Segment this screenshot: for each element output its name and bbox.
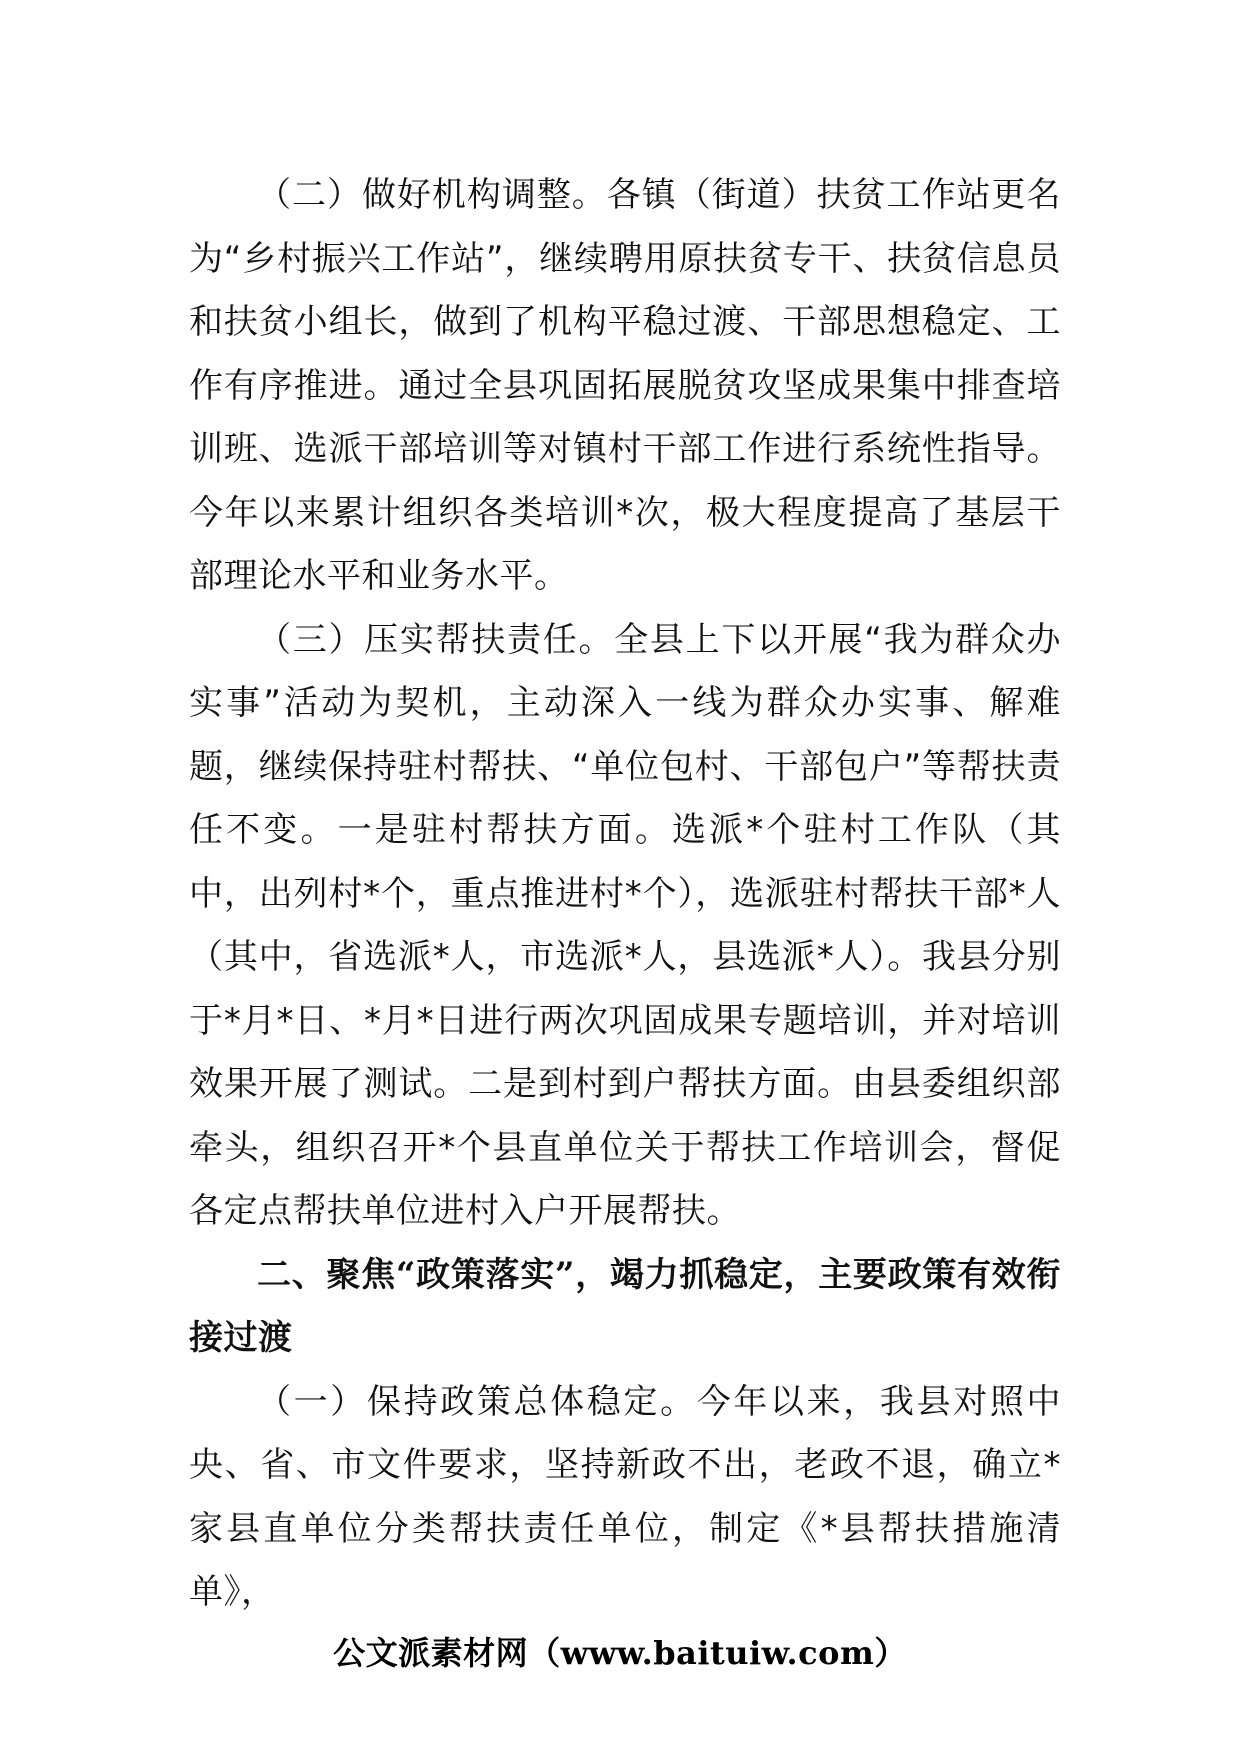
document-body [189,164,1061,1625]
paragraph-assistance-responsibility: （三）压实帮扶责任。全县上下以开展“我为群众办实事”活动为契机，主动深入一线为群众办实事、解难题，继续保持驻村帮扶、“单位包村、干部包户”等帮扶责任不变。一是驻村帮扶方面。选派*个驻村工作队（其中，出列村*个，重点推进村*个），选派驻村帮扶干部*人（其中，省选派*人，市选派*人，县选派*人）。我县分别于*月*日、*月*日进行两次巩固成果专题培训，并对培训效果开展了测试。二是到村到户帮扶方面。由县委组织部牵头，组织召开*个县直单位关于帮扶工作培训会，督促各定点帮扶单位进村入户开展帮扶。 [189,619,1061,1231]
paragraph-institution-adjustment: （二）做好机构调整。各镇（街道）扶贫工作站更名为“乡村振兴工作站”，继续聘用原扶贫专干、扶贫信息员和扶贫小组长，做到了机构平稳过渡、干部思想稳定、工作有序推进。通过全县巩固拓展脱贫攻坚成果集中排查培训班、选派干部培训等对镇村干部工作进行系统性指导。今年以来累计组织各类培训*次，极大程度提高了基层干部理论水平和业务水平。 [189,175,1061,596]
section-heading-policy-implementation: 二、聚焦“政策落实”，竭力抓稳定，主要政策有效衔接过渡 [189,1254,1061,1358]
paragraph-policy-stability: （一）保持政策总体稳定。今年以来，我县对照中央、省、市文件要求，坚持新政不出，老政不退，确立*家县直单位分类帮扶责任单位，制定《*县帮扶措施清单》， [189,1381,1061,1612]
footer-watermark: 公文派素材网（www.baituiw.com） [333,1634,907,1672]
